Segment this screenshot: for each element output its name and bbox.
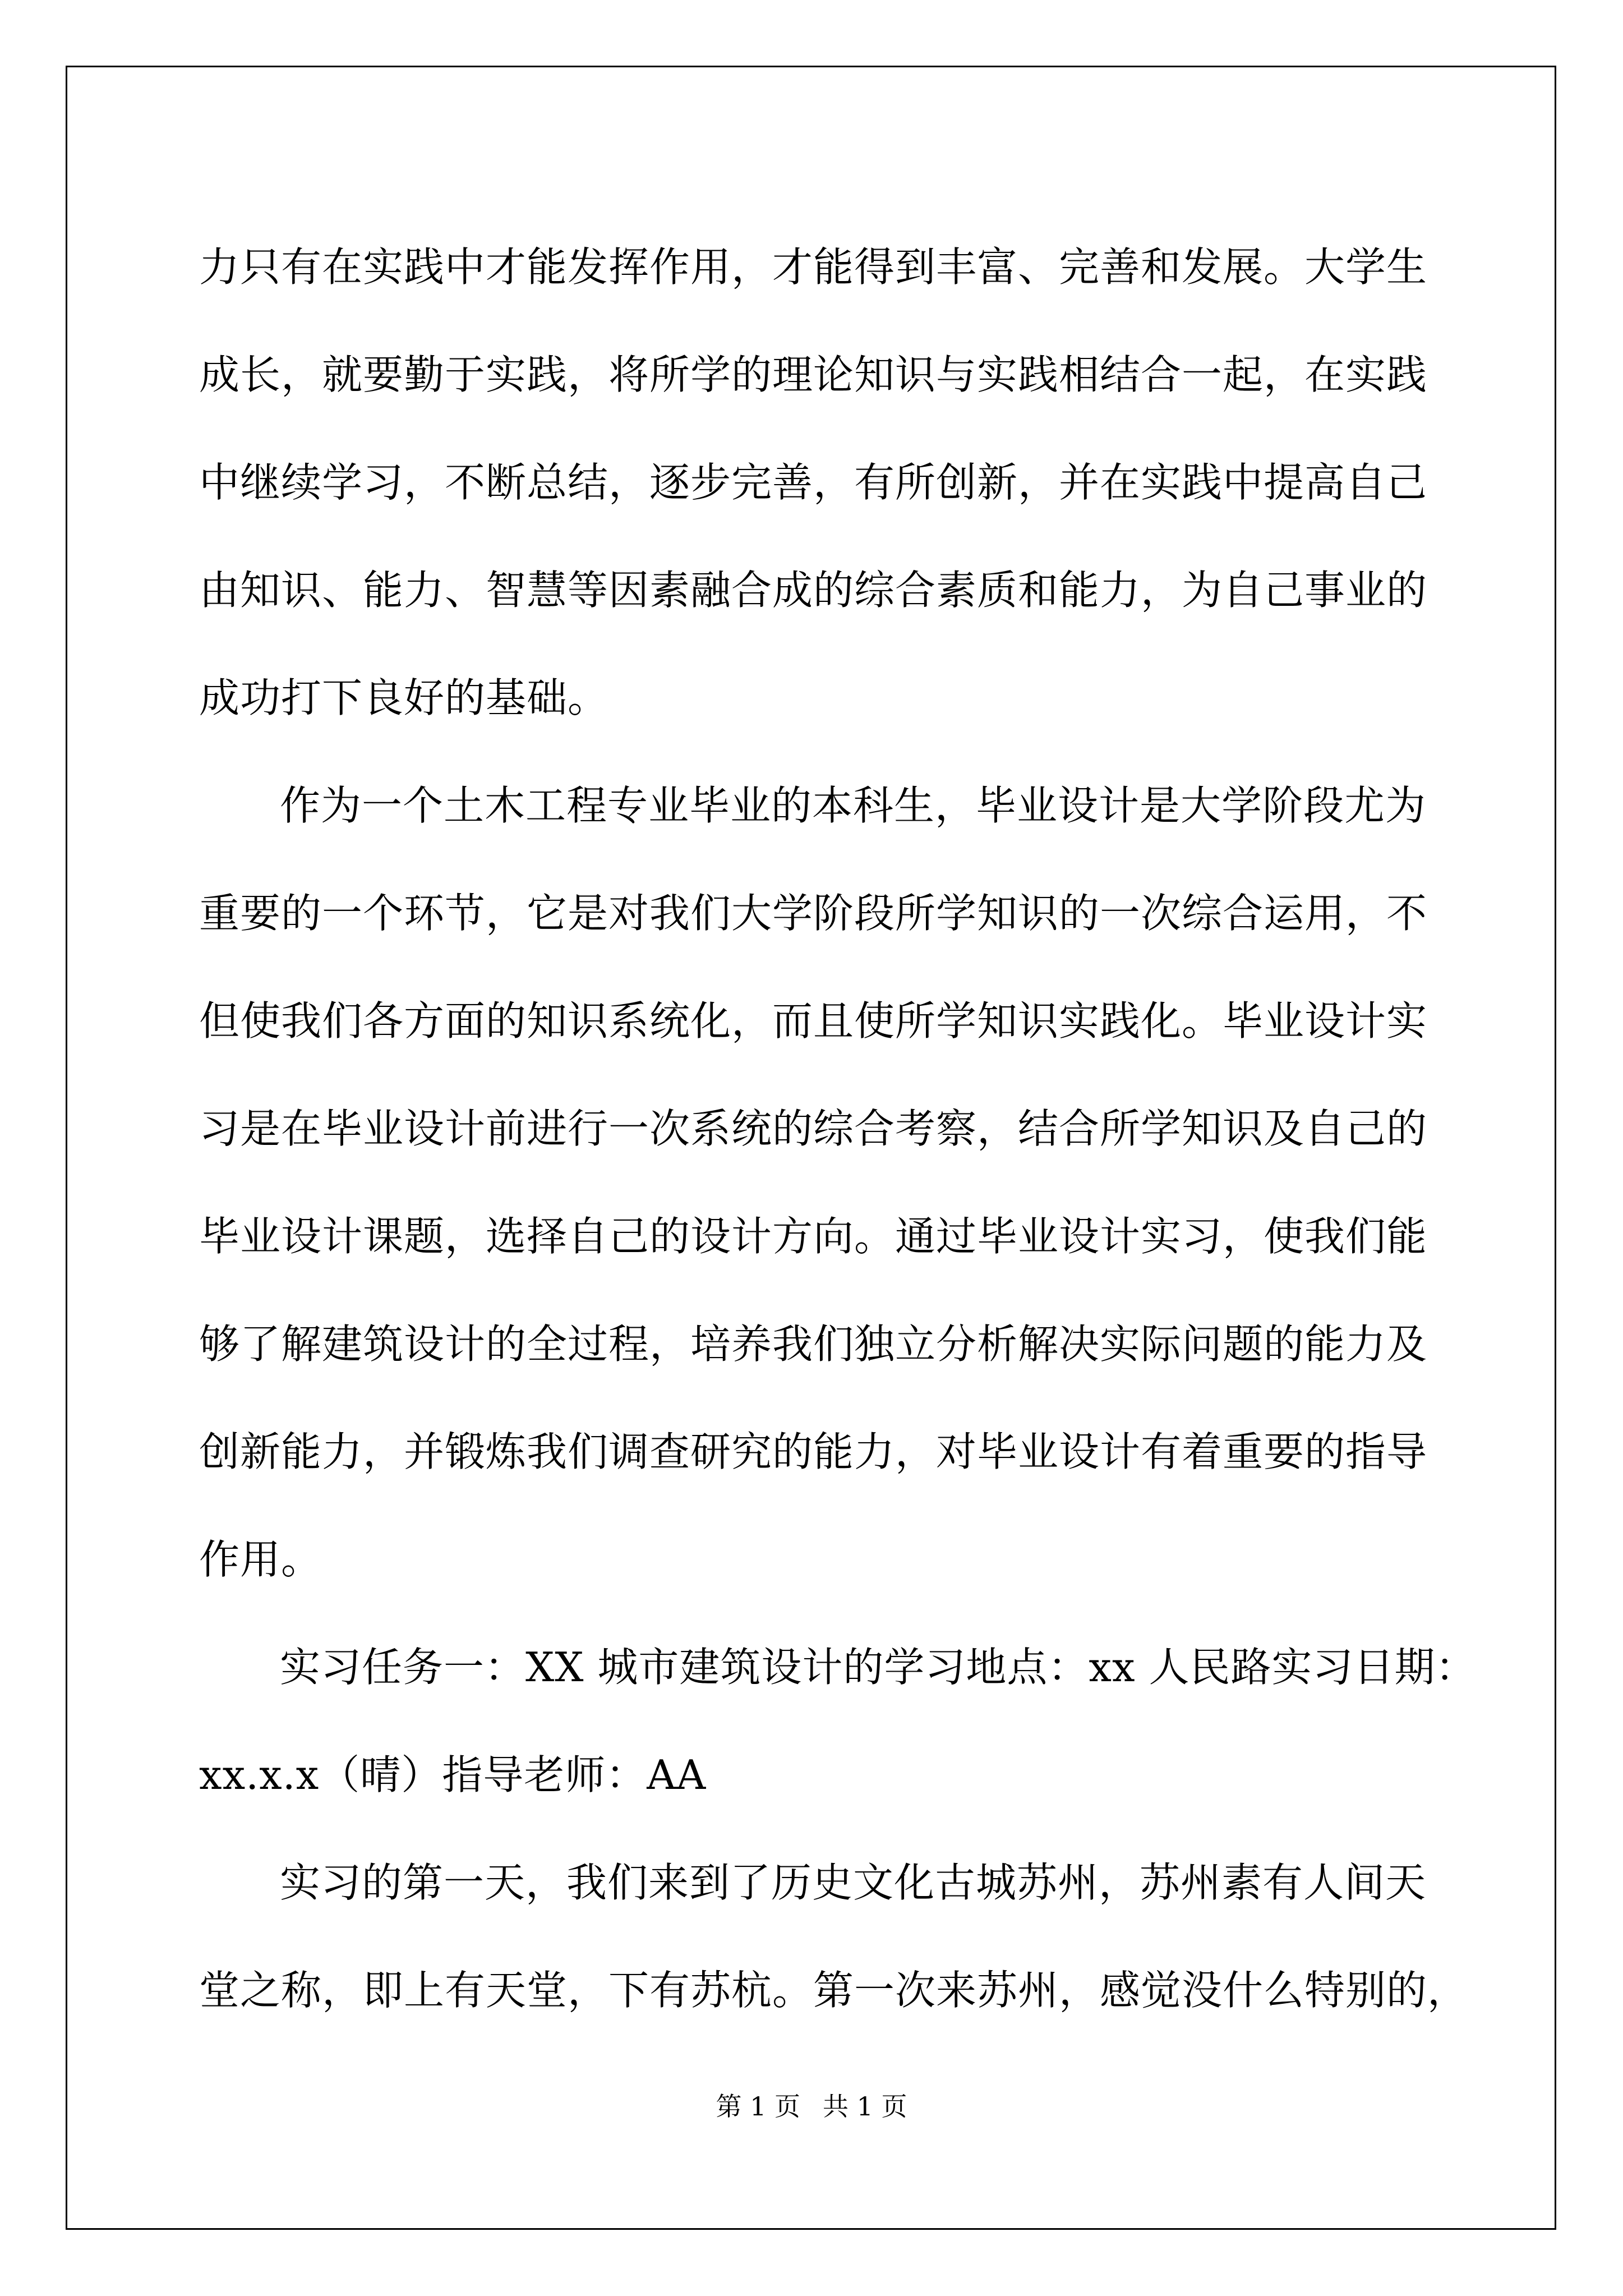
- document-body: [199, 213, 1477, 2044]
- paragraph-first-line: 作为一个土木工程专业毕业的本科生，毕业设计是大学阶段尤为: [280, 782, 1427, 829]
- page-footer: [0, 2090, 1623, 2123]
- text-line: 重要的一个环节，它是对我们大学阶段所学知识的一次综合运用，不: [199, 890, 1428, 937]
- text-line: 成长，就要勤于实践，将所学的理论知识与实践相结合一起，在实践: [199, 351, 1428, 398]
- text-line: 力只有在实践中才能发挥作用，才能得到丰富、完善和发展。大学生: [199, 243, 1428, 291]
- text-line: 堂之称，即上有天堂，下有苏杭。第一次来苏州，感觉没什么特别的，: [199, 1967, 1469, 2014]
- page-total: 共 1 页: [823, 2091, 907, 2122]
- text-line: 创新能力，并锻炼我们调查研究的能力，对毕业设计有着重要的指导: [199, 1428, 1428, 1475]
- paragraph-first-line: 实习任务一：XX 城市建筑设计的学习地点：xx 人民路实习日期：: [280, 1644, 1477, 1691]
- text-line: xx.x.x（晴）指导老师：AA: [199, 1751, 707, 1798]
- text-line: 作用。: [199, 1536, 322, 1583]
- text-line: 成功打下良好的基础。: [199, 674, 609, 721]
- text-line: 习是在毕业设计前进行一次系统的综合考察，结合所学知识及自己的: [199, 1105, 1428, 1152]
- page-number: 第 1 页: [716, 2091, 800, 2122]
- text-line: 由知识、能力、智慧等因素融合成的综合素质和能力，为自己事业的: [199, 567, 1428, 614]
- text-line: 够了解建筑设计的全过程，培养我们独立分析解决实际问题的能力及: [199, 1320, 1428, 1368]
- text-line: 毕业设计课题，选择自己的设计方向。通过毕业设计实习，使我们能: [199, 1213, 1428, 1260]
- text-line: 但使我们各方面的知识系统化，而且使所学知识实践化。毕业设计实: [199, 997, 1428, 1045]
- paragraph-first-line: 实习的第一天，我们来到了历史文化古城苏州，苏州素有人间天: [280, 1859, 1427, 1906]
- text-line: 中继续学习，不断总结，逐步完善，有所创新，并在实践中提高自己: [199, 459, 1428, 506]
